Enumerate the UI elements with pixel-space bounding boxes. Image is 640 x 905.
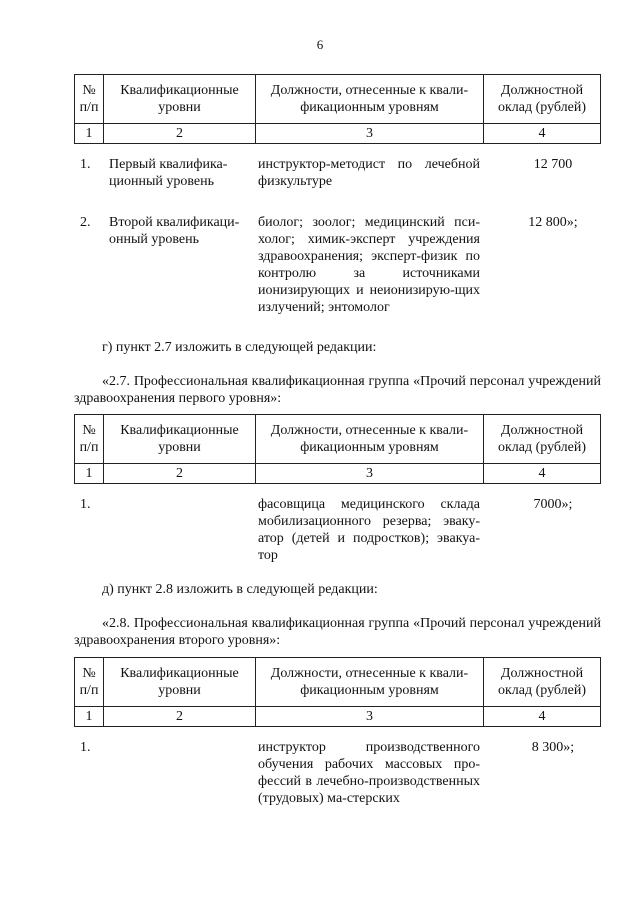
row-num: 1. [80,157,91,172]
table-2 [74,414,601,564]
header-num: № п/п [74,658,103,706]
column-number: 1 [74,707,103,726]
header-positions: Должности, отнесенные к квали-фикационным уровням [255,75,483,123]
column-number: 4 [483,707,601,726]
header-level: Квалификационные уровни [103,75,255,123]
table-row [74,156,601,214]
column-number: 2 [103,464,255,483]
header-salary: Должностной оклад (рублей) [483,658,601,706]
header-level: Квалификационные уровни [103,658,255,706]
column-number: 1 [74,124,103,143]
header-level: Квалификационные уровни [103,415,255,463]
header-salary: Должностной оклад (рублей) [483,415,601,463]
row-salary: 7000»; [533,497,573,512]
header-num: № п/п [74,415,103,463]
paragraph-2-7: «2.7. Профессиональная квалификационная группа «Прочий персонал учреждений здравоохранения первого уровня»: [74,374,601,406]
row-num: 1. [80,497,91,512]
row-level: Второй квалификаци-онный уровень [109,215,240,247]
row-positions: инструктор-методист по лечебной физкультуре [258,157,480,189]
row-level [103,739,255,807]
row-salary: 12 800»; [528,215,578,230]
row-level [103,496,255,564]
paragraph-2-8: «2.8. Профессиональная квалификационная группа «Прочий персонал учреждений здравоохранения второго уровня»: [74,616,601,648]
row-salary: 12 700 [533,157,573,172]
column-number: 3 [255,707,483,726]
header-salary: Должностной оклад (рублей) [483,75,601,123]
table-3 [74,657,601,807]
page-number: 6 [316,37,324,52]
column-number: 3 [255,124,483,143]
table-row [74,214,601,316]
row-num: 2. [80,215,91,230]
paragraph-d: д) пункт 2.8 изложить в следующей редакции: [102,582,378,597]
table-header [74,657,601,707]
header-num: № п/п [74,75,103,123]
table-header [74,74,601,124]
column-number: 2 [103,124,255,143]
column-number: 2 [103,707,255,726]
header-positions: Должности, отнесенные к квали-фикационным уровням [255,415,483,463]
paragraph-g: г) пункт 2.7 изложить в следующей редакции: [102,340,377,355]
table-1 [74,74,601,316]
row-salary: 8 300»; [531,740,575,755]
column-number: 3 [255,464,483,483]
row-num: 1. [80,740,91,755]
column-numbers [74,464,601,484]
header-positions: Должности, отнесенные к квали-фикационным уровням [255,658,483,706]
column-number: 4 [483,124,601,143]
row-positions: инструктор производственного обучения рабочих массовых про-фессий в лечебно-производственных (трудовых) ма-стерских [258,740,480,806]
column-number: 1 [74,464,103,483]
table-row [74,496,601,564]
table-header [74,414,601,464]
column-numbers [74,707,601,727]
row-positions: фасовщица медицинского склада мобилизационного резерва; эваку-атор (детей и подростков); эвакуа-тор [258,497,480,563]
row-level: Первый квалифика-ционный уровень [109,157,228,189]
column-number: 4 [483,464,601,483]
row-positions: биолог; зоолог; медицинский пси-холог; химик-эксперт учреждения здравоохранения; эксперт-физик по контролю за источниками ионизирующих и неионизирую-щих излучений; энтомолог [258,215,480,315]
column-numbers [74,124,601,144]
table-row [74,739,601,807]
